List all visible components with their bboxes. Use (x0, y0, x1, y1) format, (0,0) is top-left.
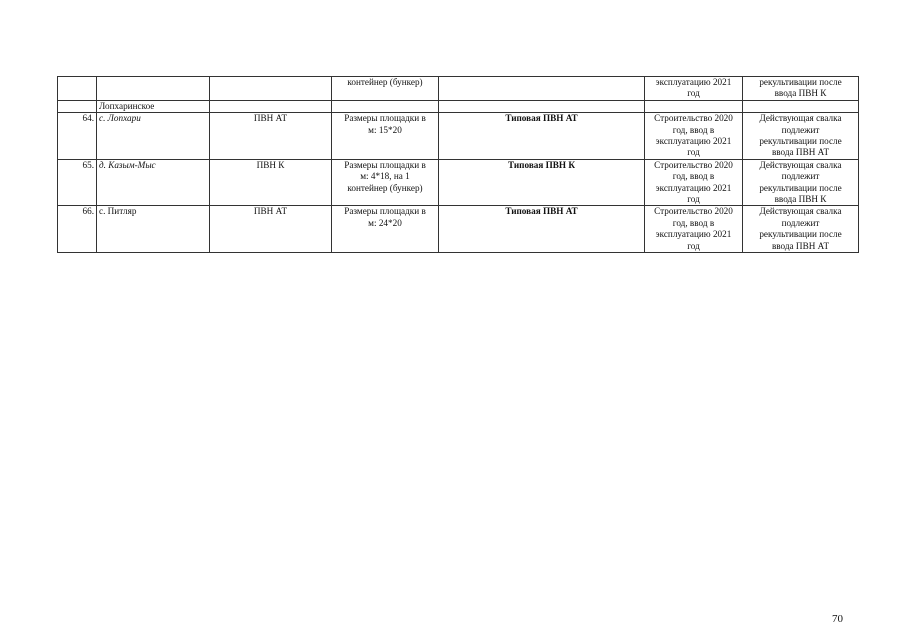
continuation-row (58, 77, 859, 101)
cell-name (97, 77, 210, 101)
cell-line: контейнер (бункер) (347, 182, 423, 193)
cell-empty (743, 100, 859, 112)
cell-line: эксплуатацию 2021 (655, 136, 732, 147)
cell-template (439, 77, 645, 101)
cell-num (58, 100, 97, 112)
settlement-name: с. Питляр (97, 206, 210, 253)
cell-line: год (687, 194, 700, 205)
row-number: 65. (58, 159, 97, 206)
site-size (332, 206, 439, 253)
cell-line: рекультивации после (759, 136, 842, 147)
cell-line: Строительство 2020 (654, 206, 733, 217)
settlement-name: с. Лопхари (97, 113, 210, 160)
cell-line: Действующая свалка (759, 113, 842, 124)
cell-line: год (687, 147, 700, 158)
cell-line: м: 15*20 (368, 124, 402, 135)
table-row (58, 159, 859, 206)
cell-num (58, 77, 97, 101)
cell-empty (332, 100, 439, 112)
table-body (58, 77, 859, 253)
cell-line: Размеры площадки в (344, 113, 426, 124)
cell-line: Размеры площадки в (344, 159, 426, 170)
row-number: 64. (58, 113, 97, 160)
cell-line: ввода ПВН К (774, 194, 827, 205)
cell-empty (439, 100, 645, 112)
cell-line: эксплуатацию 2021 (655, 77, 732, 87)
landfill-note (743, 206, 859, 253)
landfill-note (743, 159, 859, 206)
cell-status (645, 77, 743, 101)
group-row (58, 100, 859, 112)
cell-line: подлежит (781, 171, 820, 182)
cell-line: ввода ПВН К (774, 88, 827, 99)
row-number: 66. (58, 206, 97, 253)
cell-line: год, ввод в (672, 124, 715, 135)
table-row (58, 206, 859, 253)
template-name: Типовая ПВН АТ (439, 206, 645, 253)
facilities-table (57, 76, 859, 253)
cell-line: год, ввод в (672, 217, 715, 228)
facility-type: ПВН АТ (210, 113, 332, 160)
cell-empty (645, 100, 743, 112)
cell-empty (210, 100, 332, 112)
construction-status (645, 159, 743, 206)
cell-line: контейнер (бункер) (347, 77, 423, 87)
page-number: 70 (832, 613, 843, 625)
cell-line: Действующая свалка (759, 159, 842, 170)
cell-type (210, 77, 332, 101)
construction-status (645, 113, 743, 160)
template-name: Типовая ПВН АТ (439, 113, 645, 160)
cell-line: рекультивации после (759, 77, 842, 87)
landfill-note (743, 113, 859, 160)
table-row (58, 113, 859, 160)
cell-line: Строительство 2020 (654, 159, 733, 170)
cell-line: м: 24*20 (368, 217, 402, 228)
cell-line: м: 4*18, на 1 (360, 171, 410, 182)
cell-line: рекультивации после (759, 229, 842, 240)
cell-line: эксплуатацию 2021 (655, 182, 732, 193)
settlement-name: д. Казым-Мыс (97, 159, 210, 206)
cell-line: подлежит (781, 217, 820, 228)
construction-status (645, 206, 743, 253)
facility-type: ПВН К (210, 159, 332, 206)
cell-line: год, ввод в (672, 171, 715, 182)
cell-note (743, 77, 859, 101)
cell-line: рекультивации после (759, 182, 842, 193)
cell-line: эксплуатацию 2021 (655, 229, 732, 240)
cell-line: ввода ПВН АТ (771, 240, 830, 251)
cell-line: Действующая свалка (759, 206, 842, 217)
template-name: Типовая ПВН К (439, 159, 645, 206)
cell-line: Строительство 2020 (654, 113, 733, 124)
facility-type: ПВН АТ (210, 206, 332, 253)
site-size (332, 159, 439, 206)
cell-line: ввода ПВН АТ (771, 147, 830, 158)
site-size (332, 113, 439, 160)
cell-line: Размеры площадки в (344, 206, 426, 217)
cell-line: подлежит (781, 124, 820, 135)
cell-size (332, 77, 439, 101)
cell-line: год (687, 240, 700, 251)
group-name: Лопхаринское (97, 100, 210, 112)
cell-line: год (687, 88, 700, 99)
